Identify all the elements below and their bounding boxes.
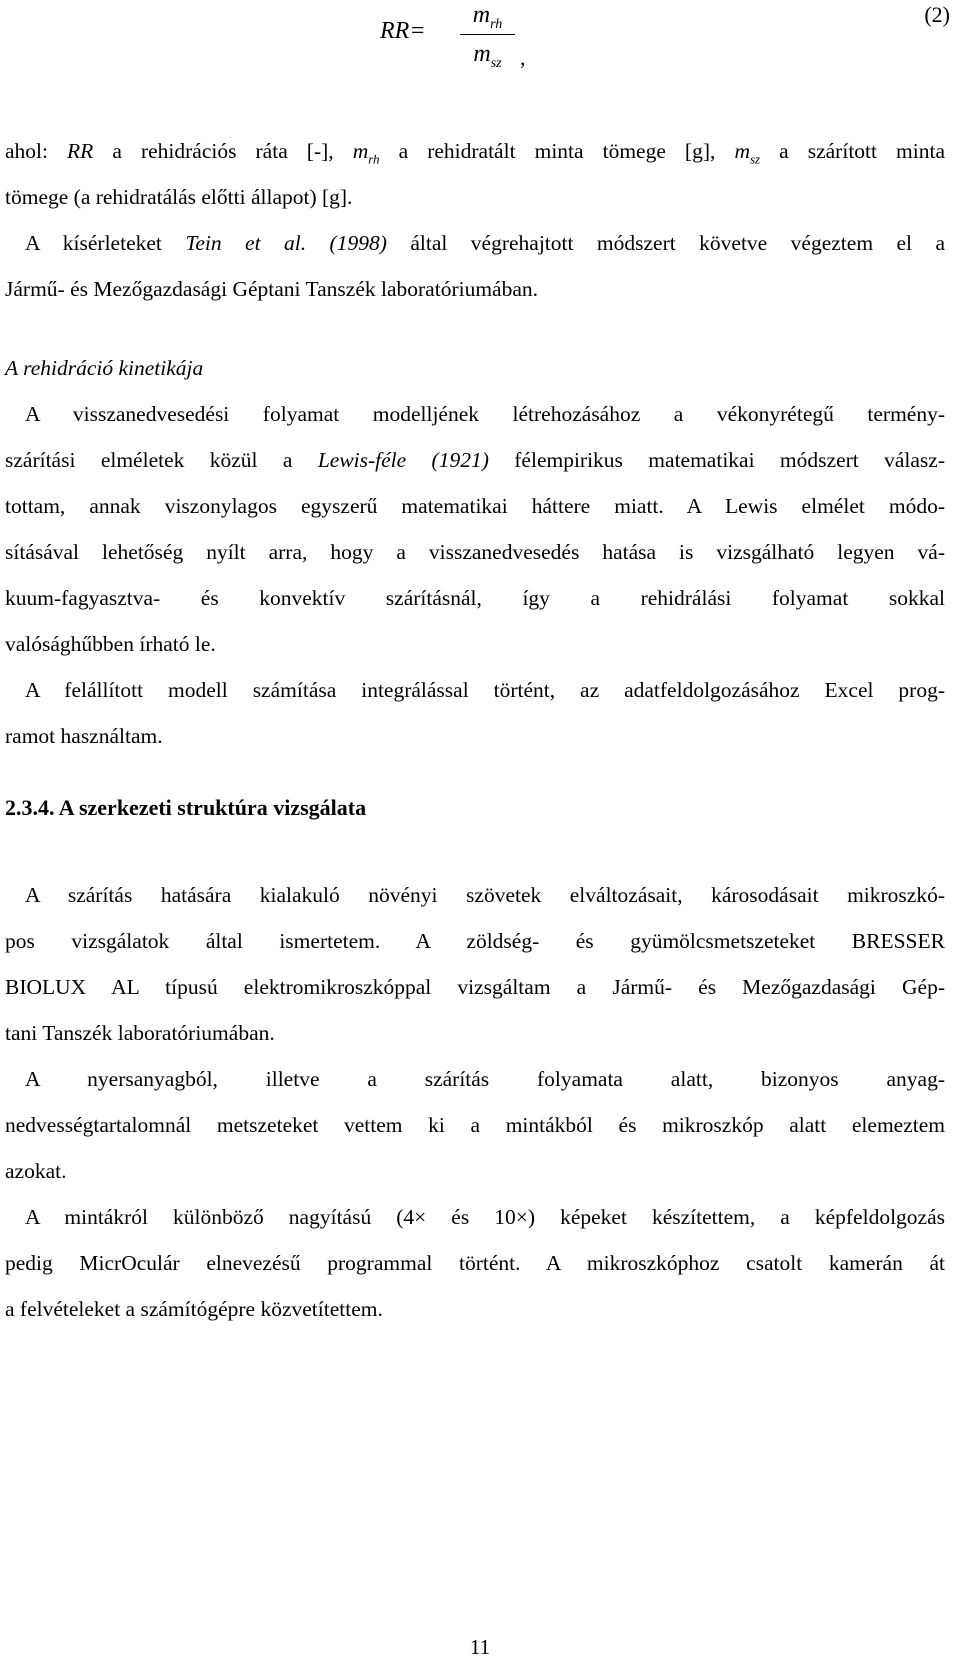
kinetics-section	[5, 345, 945, 759]
numerator-sub: rh	[490, 16, 503, 32]
equation-comma: ,	[520, 45, 526, 70]
kinetics-line: tottam, annak viszonylagos egyszerű matematikai háttere miatt. A Lewis elmélet módo-	[5, 494, 945, 518]
structure-line: a felvételeket a számítógépre közvetítettem.	[5, 1297, 383, 1321]
kinetics-line: valósághűbben írható le.	[5, 632, 216, 656]
where-line-2: tömege (a rehidratálás előtti állapot) [g].	[5, 185, 353, 209]
structure-section	[5, 872, 945, 1332]
structure-line: nedvességtartalomnál metszeteket vettem ki a mintákból és mikroszkóp alatt elemeztem	[5, 1113, 945, 1137]
kinetics-line: ramot használtam.	[5, 724, 163, 748]
equation-lhs: RR=	[380, 18, 426, 44]
where-line-4: Jármű- és Mezőgazdasági Géptani Tanszék laboratóriumában.	[5, 277, 539, 301]
denominator-sub: sz	[490, 55, 502, 71]
section-heading	[5, 785, 945, 831]
equation-fraction	[460, 0, 515, 69]
equation-numerator	[460, 0, 515, 30]
section-number: 2.3.4.	[5, 795, 55, 820]
kinetics-line: sításával lehetőség nyílt arra, hogy a visszanedvesedés hatása is vizsgálható legyen vá-	[5, 540, 945, 564]
structure-line: BIOLUX AL típusú elektromikroszkóppal vizsgáltam a Jármű- és Mezőgazdasági Gép-	[5, 975, 945, 999]
equation-denominator	[460, 39, 515, 69]
structure-line: tani Tanszék laboratóriumában.	[5, 1021, 275, 1045]
structure-line: azokat.	[5, 1159, 67, 1183]
kinetics-line: kuum-fagyasztva- és konvektív szárításnál, így a rehidrálási folyamat sokkal	[5, 586, 945, 610]
numerator-base: m	[472, 2, 491, 28]
structure-line: pedig MicrOculár elnevezésű programmal történt. A mikroszkóphoz csatolt kamerán át	[5, 1251, 945, 1275]
denominator-base: m	[473, 41, 491, 67]
kinetics-heading: A rehidráció kinetikája	[5, 356, 204, 380]
equation-rr	[380, 0, 960, 90]
structure-line: A nyersanyagból, illetve a szárítás folyamata alatt, bizonyos anyag-	[25, 1067, 945, 1091]
structure-line: pos vizsgálatok által ismertetem. A zöldség- és gyümölcsmetszeteket BRESSER	[5, 929, 945, 953]
kinetics-line: szárítási elméletek közül a Lewis-féle (1921) félempirikus matematikai módszert válasz-	[5, 448, 945, 472]
where-line-1: ahol: RR a rehidrációs ráta [-], $m_{rh}$ a rehidratált minta tömege [g], $m_{sz}$ a szárított minta	[5, 139, 945, 167]
kinetics-line: A visszanedvesedési folyamat modelljének létrehozásához a vékonyrétegű termény-	[25, 402, 945, 426]
equation-number: (2)	[924, 2, 950, 27]
kinetics-line: A felállított modell számítása integrálással történt, az adatfeldolgozásához Excel prog-	[25, 678, 945, 702]
structure-line: A szárítás hatására kialakuló növényi szövetek elváltozásait, károsodásait mikroszkó-	[25, 883, 945, 907]
fraction-bar	[460, 34, 515, 35]
section-title: A szerkezeti struktúra vizsgálata	[58, 795, 367, 820]
where-paragraph	[5, 128, 945, 312]
page-number: 11	[469, 1635, 491, 1659]
where-line-3: A kísérleteket Tein et al. (1998) által végrehajtott módszert követve végeztem el a	[25, 231, 946, 255]
structure-line: A mintákról különböző nagyítású (4× és 10×) képeket készítettem, a képfeldolgozás	[25, 1205, 945, 1229]
